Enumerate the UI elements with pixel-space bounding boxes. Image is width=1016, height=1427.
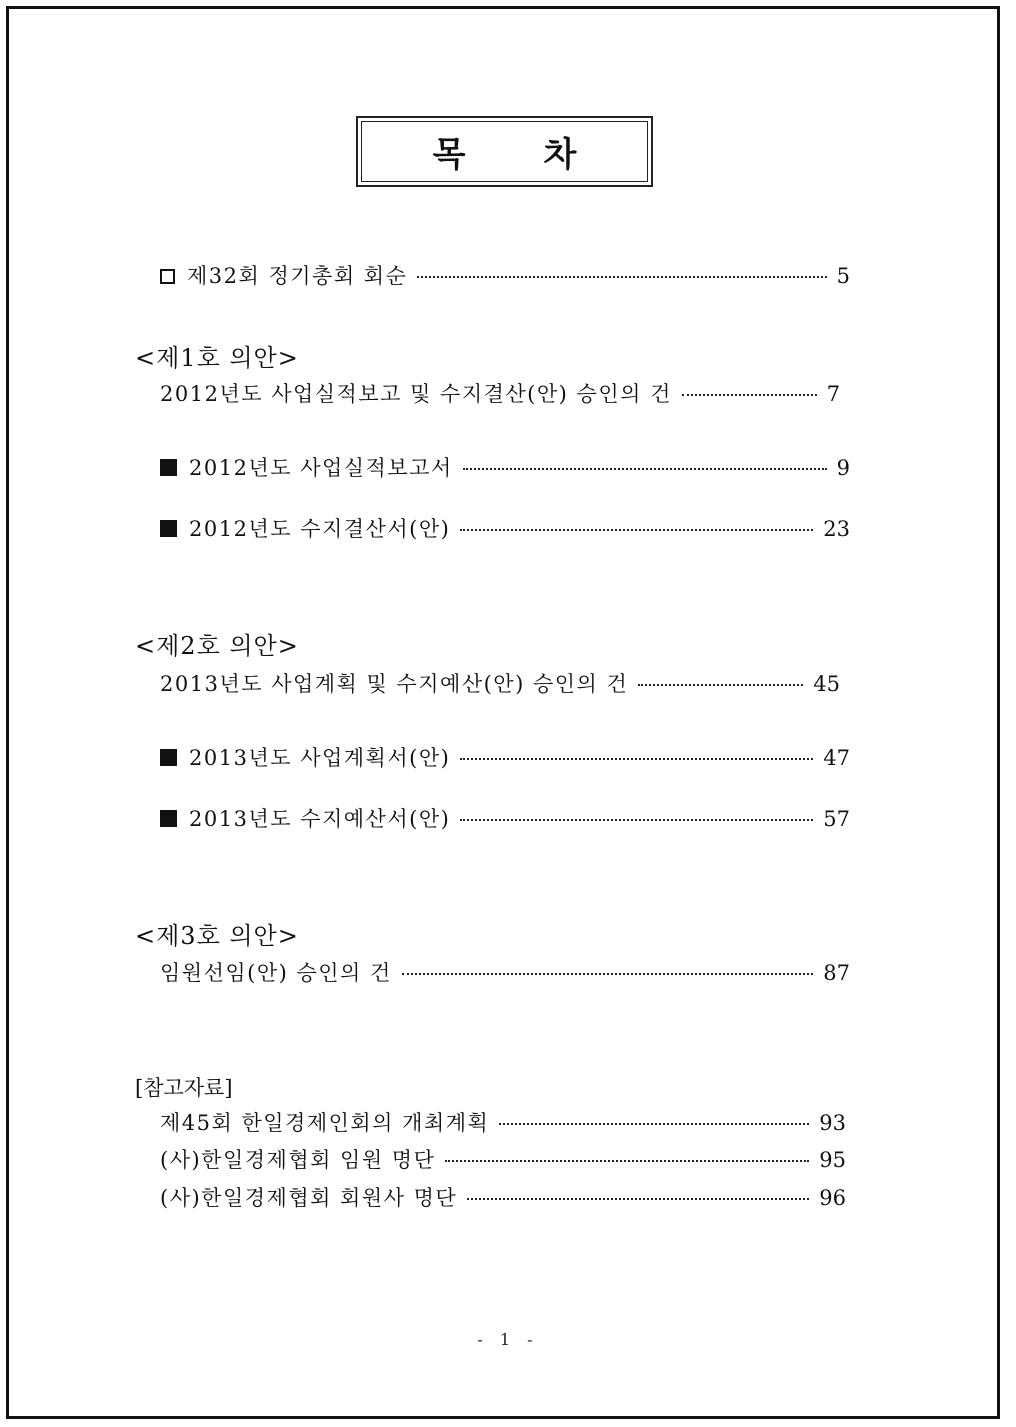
toc-page-number: 5 [836,264,850,288]
toc-entry-s2-sub2[interactable] [160,803,850,833]
dot-leader [463,468,827,470]
dot-leader [445,1160,809,1162]
reference-heading: [참고자료] [135,1076,233,1100]
section-heading-1: <제1호 의안> [135,344,299,372]
toc-entry-meeting[interactable] [160,260,850,290]
toc-entry-s1-sub1[interactable] [160,452,850,482]
title-inner-frame [361,121,648,182]
dot-leader [682,394,817,396]
toc-entry-s1-main[interactable] [160,378,840,408]
toc-entry-label: 2012년도 사업실적보고 및 수지결산(안) 승인의 건 [160,382,672,406]
toc-page-number: 96 [819,1186,846,1210]
toc-entry-label: 임원선임(안) 승인의 건 [160,961,392,985]
open-square-icon [160,269,175,284]
dot-leader [499,1123,809,1125]
toc-entry-ref2[interactable] [160,1144,846,1174]
toc-entry-s2-main[interactable] [160,668,840,698]
toc-entry-label: 2012년도 수지결산서(안) [189,517,451,541]
toc-entry-label: 제32회 정기총회 회순 [187,264,408,288]
toc-page-number: 9 [836,456,850,480]
section-heading-3: <제3호 의안> [135,922,299,950]
dot-leader [467,1198,809,1200]
toc-entry-label: (사)한일경제협회 회원사 명단 [160,1186,458,1210]
dot-leader [417,276,826,278]
dot-leader [460,758,813,760]
toc-entry-s2-sub1[interactable] [160,742,850,772]
toc-page-number: 47 [823,746,850,770]
toc-page-number: 7 [826,382,840,406]
filled-square-icon [160,459,177,476]
filled-square-icon [160,810,177,827]
toc-entry-label: (사)한일경제협회 임원 명단 [160,1148,436,1172]
toc-entry-label: 제45회 한일경제인회의 개최계획 [160,1111,490,1135]
toc-entry-ref1[interactable] [160,1107,846,1137]
toc-entry-label: 2012년도 사업실적보고서 [189,456,453,480]
toc-entry-label: 2013년도 사업계획서(안) [189,746,451,770]
toc-page-number: 93 [819,1111,846,1135]
title-char-1: 목 [432,135,466,175]
dot-leader [460,819,813,821]
toc-entry-label: 2013년도 수지예산서(안) [189,807,451,831]
toc-page-number: 87 [823,961,850,985]
toc-page-number: 45 [813,672,840,696]
toc-page-number: 23 [823,517,850,541]
title-char-2: 차 [543,135,577,175]
toc-entry-label: 2013년도 사업계획 및 수지예산(안) 승인의 건 [160,672,629,696]
toc-entry-s3-main[interactable] [160,957,850,987]
toc-entry-s1-sub2[interactable] [160,513,850,543]
page-number-footer: - 1 - [477,1330,539,1349]
toc-page-number: 95 [819,1148,846,1172]
dot-leader [638,684,803,686]
section-heading-2: <제2호 의안> [135,632,299,660]
toc-page-number: 57 [823,807,850,831]
dot-leader [402,973,813,975]
title-box [356,116,653,187]
dot-leader [460,529,813,531]
toc-entry-ref3[interactable] [160,1182,846,1212]
filled-square-icon [160,749,177,766]
filled-square-icon [160,520,177,537]
